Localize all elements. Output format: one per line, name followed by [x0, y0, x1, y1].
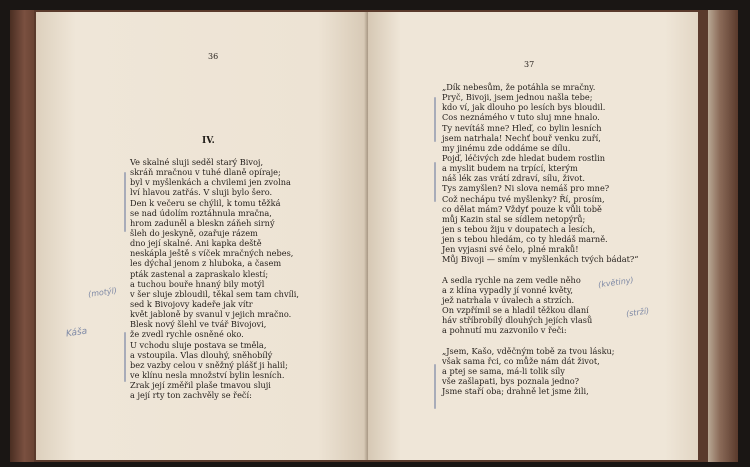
text-line: Den k večeru se chýlil, k tomu těžká [130, 197, 281, 208]
text-line: jež natrhala v úvalech a strzích. [442, 294, 575, 305]
pencil-margin-mark [124, 332, 126, 382]
text-line: a její rty ton zachvěly se řečí: [130, 390, 252, 401]
text-line: ve klínu nesla množství bylin lesních. [130, 369, 285, 380]
text-line: šleh do jeskyně, ozařuje rázem [130, 227, 258, 238]
text-line: dno její skalné. Ani kapka deště [130, 238, 262, 249]
pencil-margin-mark [124, 172, 126, 232]
text-line: pták zastenal a zapraskalo klestí; [130, 268, 269, 279]
text-line: co dělat mám? Vždyť pouze k vůli tobě [442, 203, 602, 214]
pencil-margin-mark [434, 162, 436, 202]
text-line: jen s tebou žiju v doupatech a lesích, [442, 223, 596, 234]
pencil-annotation: (květiny) [597, 275, 635, 290]
text-line: Jsme staří oba; drahně let jsme žili, [442, 386, 589, 397]
stanza-break [442, 265, 638, 275]
text-line: a vstoupila. Vlas dlouhý, sněhobílý [130, 349, 273, 360]
text-line: byl v myšlenkách a chvilemi jen zvolna [130, 177, 291, 188]
text-line: a tuchou bouře hnaný bily motýl [130, 278, 265, 289]
text-line: Můj Bivoji — smím v myšlenkách tvých bádat?“ [442, 254, 639, 265]
left-page [36, 12, 368, 460]
text-line: jsem natrhala! Nechť bouř venku zuří, [442, 132, 601, 143]
book [10, 10, 738, 462]
text-line: hrom zaduněl a bleskn záňeh sirný [130, 217, 275, 228]
text-line: Cos neznámého v tuto sluj mne hnalo. [442, 112, 600, 123]
stanza-break [442, 336, 638, 346]
pencil-annotation: (motýl) [87, 286, 118, 299]
text-line: a myslit budem na trpící, kterým [442, 163, 578, 174]
pencil-annotation: Káša [65, 326, 88, 340]
text-line: my jinému zde oddáme se dílu. [442, 142, 571, 153]
text-line: U vchodu sluje postava se tměla, [130, 339, 267, 350]
text-line: Zrak její změřil plaše tmavou sluji [130, 380, 271, 391]
text-line: Tys zamyšlen? Ni slova nemáš pro mne? [442, 183, 610, 194]
text-line: náš lék zas vrátí zdraví, sílu, život. [442, 173, 586, 184]
text-line: v šer sluje zbloudil, těkal sem tam chvíli, [130, 288, 300, 299]
text-line: však sama řci, co může nám dát život, [442, 355, 600, 366]
text-line: se nad údolím roztáhnula mračna, [130, 207, 272, 218]
pencil-annotation: (strží) [625, 306, 650, 319]
text-line: Ty nevítáš mne? Hleď, co bylin lesních [442, 122, 602, 133]
text-line: jen s tebou hledám, co ty hledáš marně. [442, 234, 608, 245]
page-number: 36 [208, 52, 219, 61]
book-page-stack-edge [708, 10, 738, 462]
right-page [368, 12, 698, 460]
poem-text [442, 82, 638, 396]
text-line: skráň mračnou v tuhé dlaně opíraje; [130, 167, 281, 178]
text-line: les dýchal jenom z hluboka, a časem [130, 258, 282, 269]
text-line: sed k Bivojovy kadeře jak vítr [130, 298, 253, 309]
text-line: a z klína vypadly jí vonné květy, [442, 284, 573, 295]
text-line: „Jsem, Kašo, vděčným tobě za tvou lásku; [442, 345, 615, 356]
text-line: že zvedl rychle osněné oko. [130, 329, 244, 340]
page-number: 37 [524, 60, 535, 69]
text-line: květ jabloně by svanul v jejich mračno. [130, 309, 292, 320]
text-line: můj Kazin stal se sídlem netopýrů; [442, 213, 586, 224]
text-line: vše zašlapati, bys poznala jedno? [442, 376, 580, 387]
text-line: Blesk nový šlehl ve tvář Bivojovi, [130, 319, 267, 330]
text-line: A sedla rychle na zem vedle něho [442, 274, 581, 285]
book-cover-left-edge [10, 10, 34, 462]
text-line: bez vazby celou v sněžný plášť ji halil; [130, 359, 288, 370]
text-line: lví hlavou zatřás. V sluji bylo šero. [130, 187, 273, 198]
text-line: „Dík nebesům, že potáhla se mračny. [442, 82, 596, 92]
text-line: háv stříbrobílý dlouhých jejích vlasů [442, 315, 593, 326]
text-line: Což nechápu tvé myšlenky? Ří, prosím, [442, 193, 605, 204]
text-line: kdo ví, jak dlouho po lesích bys bloudil. [442, 102, 606, 113]
text-line: Ve skalné sluji seděl starý Bivoj, [130, 157, 264, 167]
text-line: Pryč, Bivoji, jsem jednou našla tebe; [442, 92, 593, 103]
text-line: a ptej se sama, má-li tolik síly [442, 365, 565, 376]
poem-text [130, 157, 299, 400]
text-line: Jen vyjasni své čelo, plné mraků! [442, 244, 579, 255]
text-line: Pojď, léčivých zde hledat budem rostlin [442, 152, 606, 163]
text-line: a pohnutí mu zazvonilo v řeči: [442, 325, 567, 336]
text-line: On vzpřímil se a hladil těžkou dlaní [442, 305, 589, 316]
chapter-heading: IV. [202, 136, 215, 146]
pencil-margin-mark [434, 97, 436, 142]
text-line: neskápla ještě s víček mračných nebes, [130, 248, 294, 259]
pencil-margin-mark [434, 364, 436, 409]
